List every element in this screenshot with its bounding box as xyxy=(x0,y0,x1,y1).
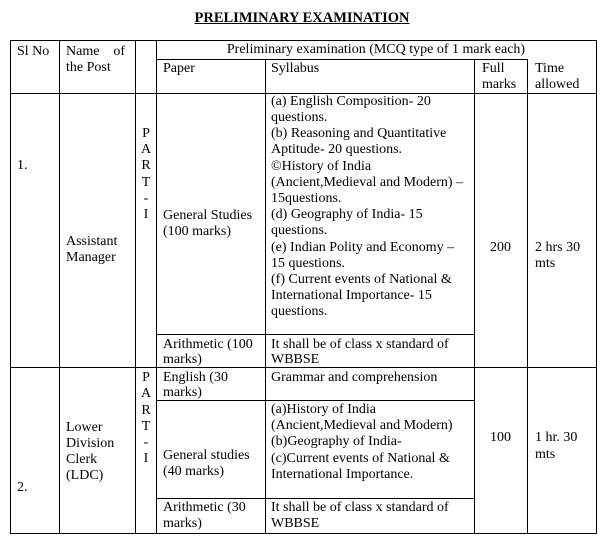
header-syllabus: Syllabus xyxy=(271,61,320,76)
syllabus-line: WBBSE xyxy=(271,352,320,367)
full-marks-value: 200 xyxy=(490,240,511,255)
header-full-marks-line1: Full xyxy=(482,61,505,76)
paper-name-line: (100 marks) xyxy=(163,224,232,239)
post-name-line: Lower xyxy=(66,420,103,435)
page-title: PRELIMINARY EXAMINATION xyxy=(194,10,410,26)
post-name-line: Assistant xyxy=(66,234,118,249)
post-name-line: Division xyxy=(66,436,115,451)
syllabus-line: It shall be of class x standard of xyxy=(271,337,449,352)
header-sl-no: Sl No xyxy=(17,44,50,59)
time-allowed-line: mts xyxy=(535,447,556,462)
time-allowed-line: 1 hr. 30 xyxy=(535,430,578,445)
post-name-line: (LDC) xyxy=(66,468,104,483)
time-allowed-line: 2 hrs 30 xyxy=(535,240,581,255)
paper-name-line: English (30 xyxy=(163,370,228,385)
row-sl-no: 2. xyxy=(17,480,28,495)
row-sl-no: 1. xyxy=(17,158,28,173)
paper-name-line: marks) xyxy=(163,516,202,531)
header-group-title: Preliminary examination (MCQ type of 1 mark each) xyxy=(226,42,526,57)
post-name-line: Manager xyxy=(66,250,116,265)
paper-name-line: (40 marks) xyxy=(163,464,225,479)
syllabus-line: Grammar and comprehension xyxy=(271,370,438,385)
syllabus-line: WBBSE xyxy=(271,516,320,531)
header-name-of-post-line1: Name of xyxy=(66,44,126,59)
full-marks-value: 100 xyxy=(490,430,511,445)
time-allowed-line: mts xyxy=(535,256,556,271)
paper-name-line: Arithmetic (30 xyxy=(163,500,246,515)
paper-name-line: General Studies xyxy=(163,208,253,223)
header-time-line1: Time xyxy=(535,61,565,76)
header-paper: Paper xyxy=(163,61,195,76)
header-name-of-post-line2: the Post xyxy=(66,60,111,75)
paper-name-line: Arithmetic (100 xyxy=(163,337,253,352)
post-name-line: Clerk xyxy=(66,452,98,467)
paper-name-line: General studies xyxy=(163,448,250,463)
paper-name-line: marks) xyxy=(163,352,202,367)
header-full-marks-line2: marks xyxy=(482,77,517,92)
paper-name-line: marks) xyxy=(163,385,202,400)
header-time-line2: allowed xyxy=(535,77,580,92)
syllabus-line: It shall be of class x standard of xyxy=(271,500,449,515)
